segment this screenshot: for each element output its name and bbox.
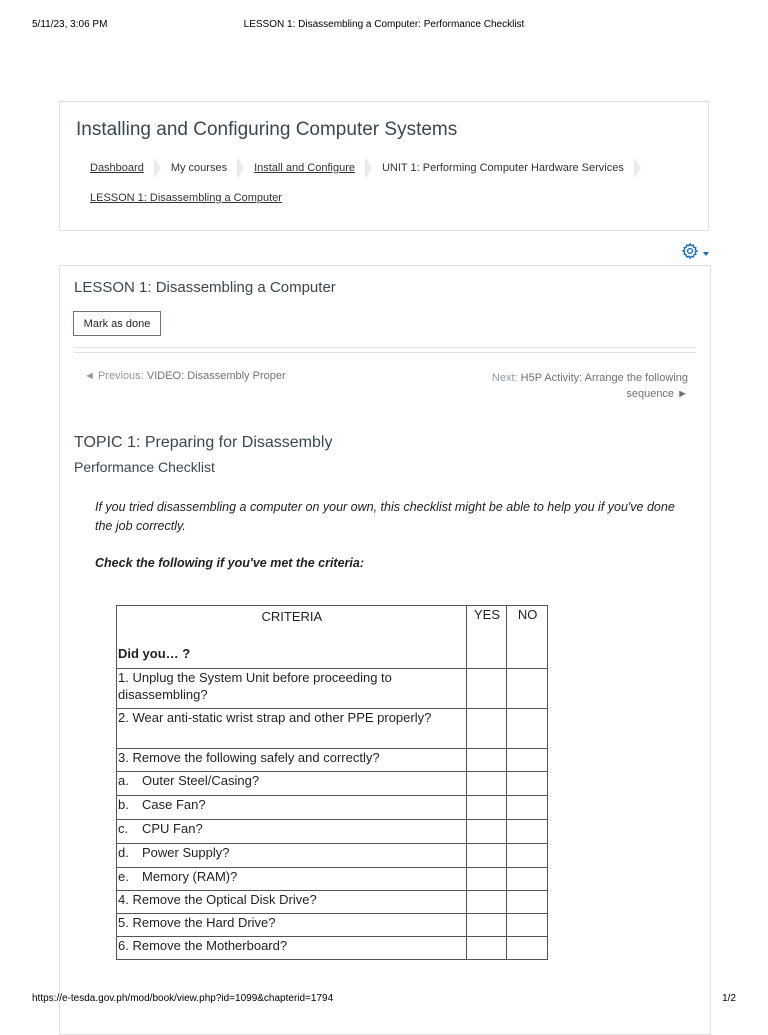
divider bbox=[74, 347, 696, 348]
performance-checklist-table bbox=[116, 605, 548, 960]
yes-cell[interactable] bbox=[466, 891, 507, 914]
breadcrumb-item-course[interactable] bbox=[254, 162, 355, 174]
yes-cell[interactable] bbox=[466, 914, 507, 937]
divider bbox=[74, 352, 696, 353]
print-doc-title: LESSON 1: Disassembling a Computer: Performance Checklist bbox=[243, 19, 525, 30]
criteria-header bbox=[117, 606, 467, 669]
print-datetime: 5/11/23, 3:06 PM bbox=[32, 19, 108, 30]
subitem-text: CPU Fan? bbox=[142, 821, 203, 836]
previous-chapter-title: VIDEO: Disassembly Proper bbox=[146, 370, 286, 382]
subitem-text: Power Supply? bbox=[142, 845, 230, 860]
breadcrumb-link[interactable]: LESSON 1: Disassembling a Computer bbox=[90, 192, 282, 204]
no-cell[interactable] bbox=[507, 914, 548, 937]
table-row bbox=[117, 844, 548, 868]
main-content bbox=[59, 265, 711, 1035]
breadcrumb-link[interactable]: Dashboard bbox=[90, 162, 144, 174]
criteria-cell: 4. Remove the Optical Disk Drive? bbox=[117, 891, 467, 914]
subitem-letter: b. bbox=[118, 797, 129, 812]
no-cell[interactable] bbox=[507, 796, 548, 820]
breadcrumb bbox=[90, 157, 680, 209]
previous-prefix: ◄ Previous: bbox=[84, 370, 147, 382]
no-cell[interactable] bbox=[507, 669, 548, 709]
criteria-subitem-cell bbox=[117, 820, 467, 844]
table-row bbox=[117, 749, 548, 772]
subitem-text: Case Fan? bbox=[142, 797, 206, 812]
next-chapter-title: H5P Activity: Arrange the following sequence ► bbox=[520, 372, 688, 400]
mark-as-done-button[interactable]: Mark as done bbox=[73, 311, 161, 336]
criteria-subitem-cell bbox=[117, 868, 467, 891]
next-prefix: Next: bbox=[491, 372, 521, 384]
yes-cell[interactable] bbox=[466, 772, 507, 796]
no-cell[interactable] bbox=[507, 820, 548, 844]
lesson-title: LESSON 1: Disassembling a Computer bbox=[74, 279, 336, 296]
criteria-label: CRITERIA bbox=[261, 609, 323, 624]
no-cell[interactable] bbox=[507, 937, 548, 960]
yes-cell[interactable] bbox=[466, 749, 507, 772]
breadcrumb-item-dashboard[interactable] bbox=[90, 162, 144, 174]
topic-title: TOPIC 1: Preparing for Disassembly bbox=[74, 434, 333, 451]
no-cell[interactable] bbox=[507, 868, 548, 891]
yes-cell[interactable] bbox=[466, 937, 507, 960]
table-row bbox=[117, 820, 548, 844]
criteria-subitem-cell bbox=[117, 844, 467, 868]
subitem-letter: e. bbox=[118, 869, 129, 884]
no-cell[interactable] bbox=[507, 709, 548, 749]
criteria-cell: 2. Wear anti-static wrist strap and other PPE properly? bbox=[117, 709, 467, 749]
criteria-sublabel: Did you… ? bbox=[118, 646, 191, 661]
no-cell[interactable] bbox=[507, 891, 548, 914]
breadcrumb-separator-icon bbox=[634, 157, 641, 179]
subitem-text: Memory (RAM)? bbox=[142, 869, 238, 884]
criteria-cell: 5. Remove the Hard Drive? bbox=[117, 914, 467, 937]
breadcrumb-link[interactable]: Install and Configure bbox=[254, 162, 355, 174]
table-row bbox=[117, 709, 548, 749]
criteria-subitem-cell bbox=[117, 796, 467, 820]
yes-cell[interactable] bbox=[466, 709, 507, 749]
no-cell[interactable] bbox=[507, 749, 548, 772]
topic-subtitle: Performance Checklist bbox=[74, 459, 215, 475]
table-row bbox=[117, 868, 548, 891]
yes-cell[interactable] bbox=[466, 669, 507, 709]
breadcrumb-item-my-courses bbox=[171, 162, 227, 174]
next-chapter-link[interactable] bbox=[458, 370, 688, 402]
yes-cell[interactable] bbox=[466, 796, 507, 820]
yes-cell[interactable] bbox=[466, 820, 507, 844]
breadcrumb-separator-icon bbox=[154, 157, 161, 179]
print-url: https://e-tesda.gov.ph/mod/book/view.php?id=1099&chapterid=1794 bbox=[32, 993, 334, 1004]
course-title: Installing and Configuring Computer Systems bbox=[76, 119, 458, 140]
yes-cell[interactable] bbox=[466, 868, 507, 891]
table-row bbox=[117, 891, 548, 914]
no-cell[interactable] bbox=[507, 844, 548, 868]
breadcrumb-separator-icon bbox=[365, 157, 372, 179]
print-page-number: 1/2 bbox=[722, 993, 736, 1004]
no-header: NO bbox=[507, 606, 548, 669]
table-row bbox=[117, 772, 548, 796]
course-header bbox=[59, 101, 709, 231]
breadcrumb-text: UNIT 1: Performing Computer Hardware Services bbox=[381, 162, 624, 174]
criteria-cell: 3. Remove the following safely and correctly? bbox=[117, 749, 467, 772]
instruction-text: Check the following if you've met the criteria: bbox=[95, 556, 364, 570]
subitem-letter: d. bbox=[118, 845, 129, 860]
caret-down-icon bbox=[703, 252, 709, 256]
breadcrumb-item-unit bbox=[382, 162, 624, 174]
table-row bbox=[117, 937, 548, 960]
gear-icon bbox=[681, 242, 699, 260]
yes-cell[interactable] bbox=[466, 844, 507, 868]
subitem-text: Outer Steel/Casing? bbox=[142, 773, 260, 788]
criteria-cell: 1. Unplug the System Unit before proceeding to disassembling? bbox=[117, 669, 467, 709]
no-cell[interactable] bbox=[507, 772, 548, 796]
subitem-letter: c. bbox=[118, 821, 129, 836]
criteria-subitem-cell bbox=[117, 772, 467, 796]
subitem-letter: a. bbox=[118, 773, 129, 788]
table-row bbox=[117, 914, 548, 937]
criteria-cell: 6. Remove the Motherboard? bbox=[117, 937, 467, 960]
intro-text: If you tried disassembling a computer on your own, this checklist might be able to help you if you've done the job correctly. bbox=[95, 500, 675, 533]
table-row bbox=[117, 796, 548, 820]
table-header-row bbox=[117, 606, 548, 669]
settings-menu-button[interactable] bbox=[681, 242, 713, 260]
previous-chapter-link[interactable] bbox=[84, 370, 286, 382]
breadcrumb-text: My courses bbox=[170, 162, 228, 174]
table-row bbox=[117, 669, 548, 709]
yes-header: YES bbox=[466, 606, 507, 669]
breadcrumb-separator-icon bbox=[237, 157, 244, 179]
breadcrumb-item-lesson[interactable] bbox=[90, 192, 282, 204]
